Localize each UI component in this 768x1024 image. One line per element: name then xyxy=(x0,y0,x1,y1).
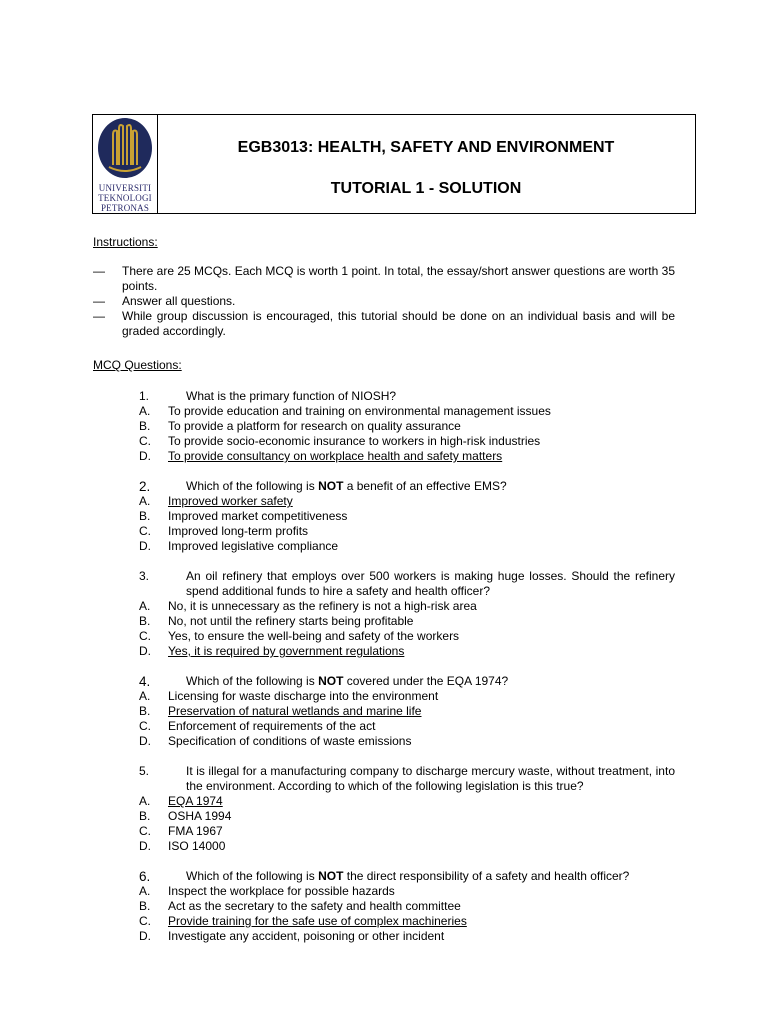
tutorial-subtitle: TUTORIAL 1 - SOLUTION xyxy=(330,180,522,197)
option-d: D. Specification of conditions of waste emissions xyxy=(139,734,412,748)
question-number: 2. xyxy=(139,479,151,494)
option-d: D. Investigate any accident, poisoning or other incident xyxy=(139,929,445,943)
question-text: 1. What is the primary function of NIOSH? xyxy=(139,389,397,403)
instruction-item: — While group discussion is encouraged, this tutorial should be done on an individual basis and will be graded accordingly. xyxy=(93,309,675,338)
option-d-correct: D. To provide consultancy on workplace health and safety matters xyxy=(139,449,503,463)
document-body xyxy=(93,235,675,944)
option-b-correct: B. Preservation of natural wetlands and marine life xyxy=(139,704,422,718)
question-number: 4. xyxy=(139,674,151,689)
question-number: 6. xyxy=(139,869,151,884)
option-a: A. Licensing for waste discharge into the environment xyxy=(139,689,439,703)
university-logo xyxy=(93,115,158,213)
question-text: 6. Which of the following is NOT the direct responsibility of a safety and health officer? xyxy=(139,869,630,884)
bullet-dash: — xyxy=(93,264,105,278)
question-4 xyxy=(93,674,675,749)
option-b: B. No, not until the refinery starts being profitable xyxy=(139,614,414,628)
question-number: 5. xyxy=(139,764,150,778)
option-c: C. FMA 1967 xyxy=(139,824,223,838)
question-3 xyxy=(93,569,675,659)
question-text: 3. An oil refinery that employs over 500 workers is making huge losses. Should the refinery spend additional funds to hire a safety and health officer? xyxy=(139,569,675,598)
option-c: C. To provide socio-economic insurance to workers in high-risk industries xyxy=(139,434,541,448)
option-c: C. Yes, to ensure the well-being and safety of the workers xyxy=(139,629,460,643)
option-a: A. To provide education and training on environmental management issues xyxy=(139,404,551,418)
option-b: B. OSHA 1994 xyxy=(139,809,232,823)
option-d: D. Improved legislative compliance xyxy=(139,539,339,553)
option-a-correct: A. Improved worker safety xyxy=(139,494,293,508)
question-5 xyxy=(93,764,675,854)
question-6 xyxy=(93,869,675,944)
course-title: EGB3013: HEALTH, SAFETY AND ENVIRONMENT xyxy=(237,139,615,156)
option-b: B. To provide a platform for research on quality assurance xyxy=(139,419,461,433)
question-text: 4. Which of the following is NOT covered under the EQA 1974? xyxy=(139,674,509,689)
question-text: 5. It is illegal for a manufacturing company to discharge mercury waste, without treatment, into the environment. According to which of the following legislation is this true? xyxy=(139,764,675,793)
option-d-correct: D. Yes, it is required by government regulations xyxy=(139,644,405,658)
option-c: C. Improved long-term profits xyxy=(139,524,309,538)
option-b: B. Improved market competitiveness xyxy=(139,509,348,523)
option-b: B. Act as the secretary to the safety and health committee xyxy=(139,899,461,913)
utp-emblem-icon xyxy=(97,117,153,179)
option-a-correct: A. EQA 1974 xyxy=(139,794,223,808)
question-2 xyxy=(93,479,675,554)
logo-wordmark: UNIVERSITI TEKNOLOGI PETRONAS xyxy=(98,183,152,213)
option-a: A. No, it is unnecessary as the refinery is not a high-risk area xyxy=(139,599,477,613)
question-1 xyxy=(93,389,675,464)
question-text: 2. Which of the following is NOT a benefit of an effective EMS? xyxy=(139,479,507,494)
instruction-item: — There are 25 MCQs. Each MCQ is worth 1 point. In total, the essay/short answer questions are worth 35 points. xyxy=(93,264,675,293)
option-a: A. Inspect the workplace for possible hazards xyxy=(139,884,395,898)
question-number: 1. xyxy=(139,389,150,403)
bullet-dash: — xyxy=(93,294,105,308)
bullet-dash: — xyxy=(93,309,105,323)
mcq-heading: MCQ Questions: xyxy=(93,358,182,372)
option-c: C. Enforcement of requirements of the act xyxy=(139,719,376,733)
option-d: D. ISO 14000 xyxy=(139,839,226,853)
instruction-item: — Answer all questions. xyxy=(93,294,236,308)
question-number: 3. xyxy=(139,569,150,583)
instructions-list xyxy=(93,264,675,339)
header-box xyxy=(92,114,696,214)
option-c-correct: C. Provide training for the safe use of complex machineries xyxy=(139,914,467,928)
instructions-heading: Instructions: xyxy=(93,235,158,249)
